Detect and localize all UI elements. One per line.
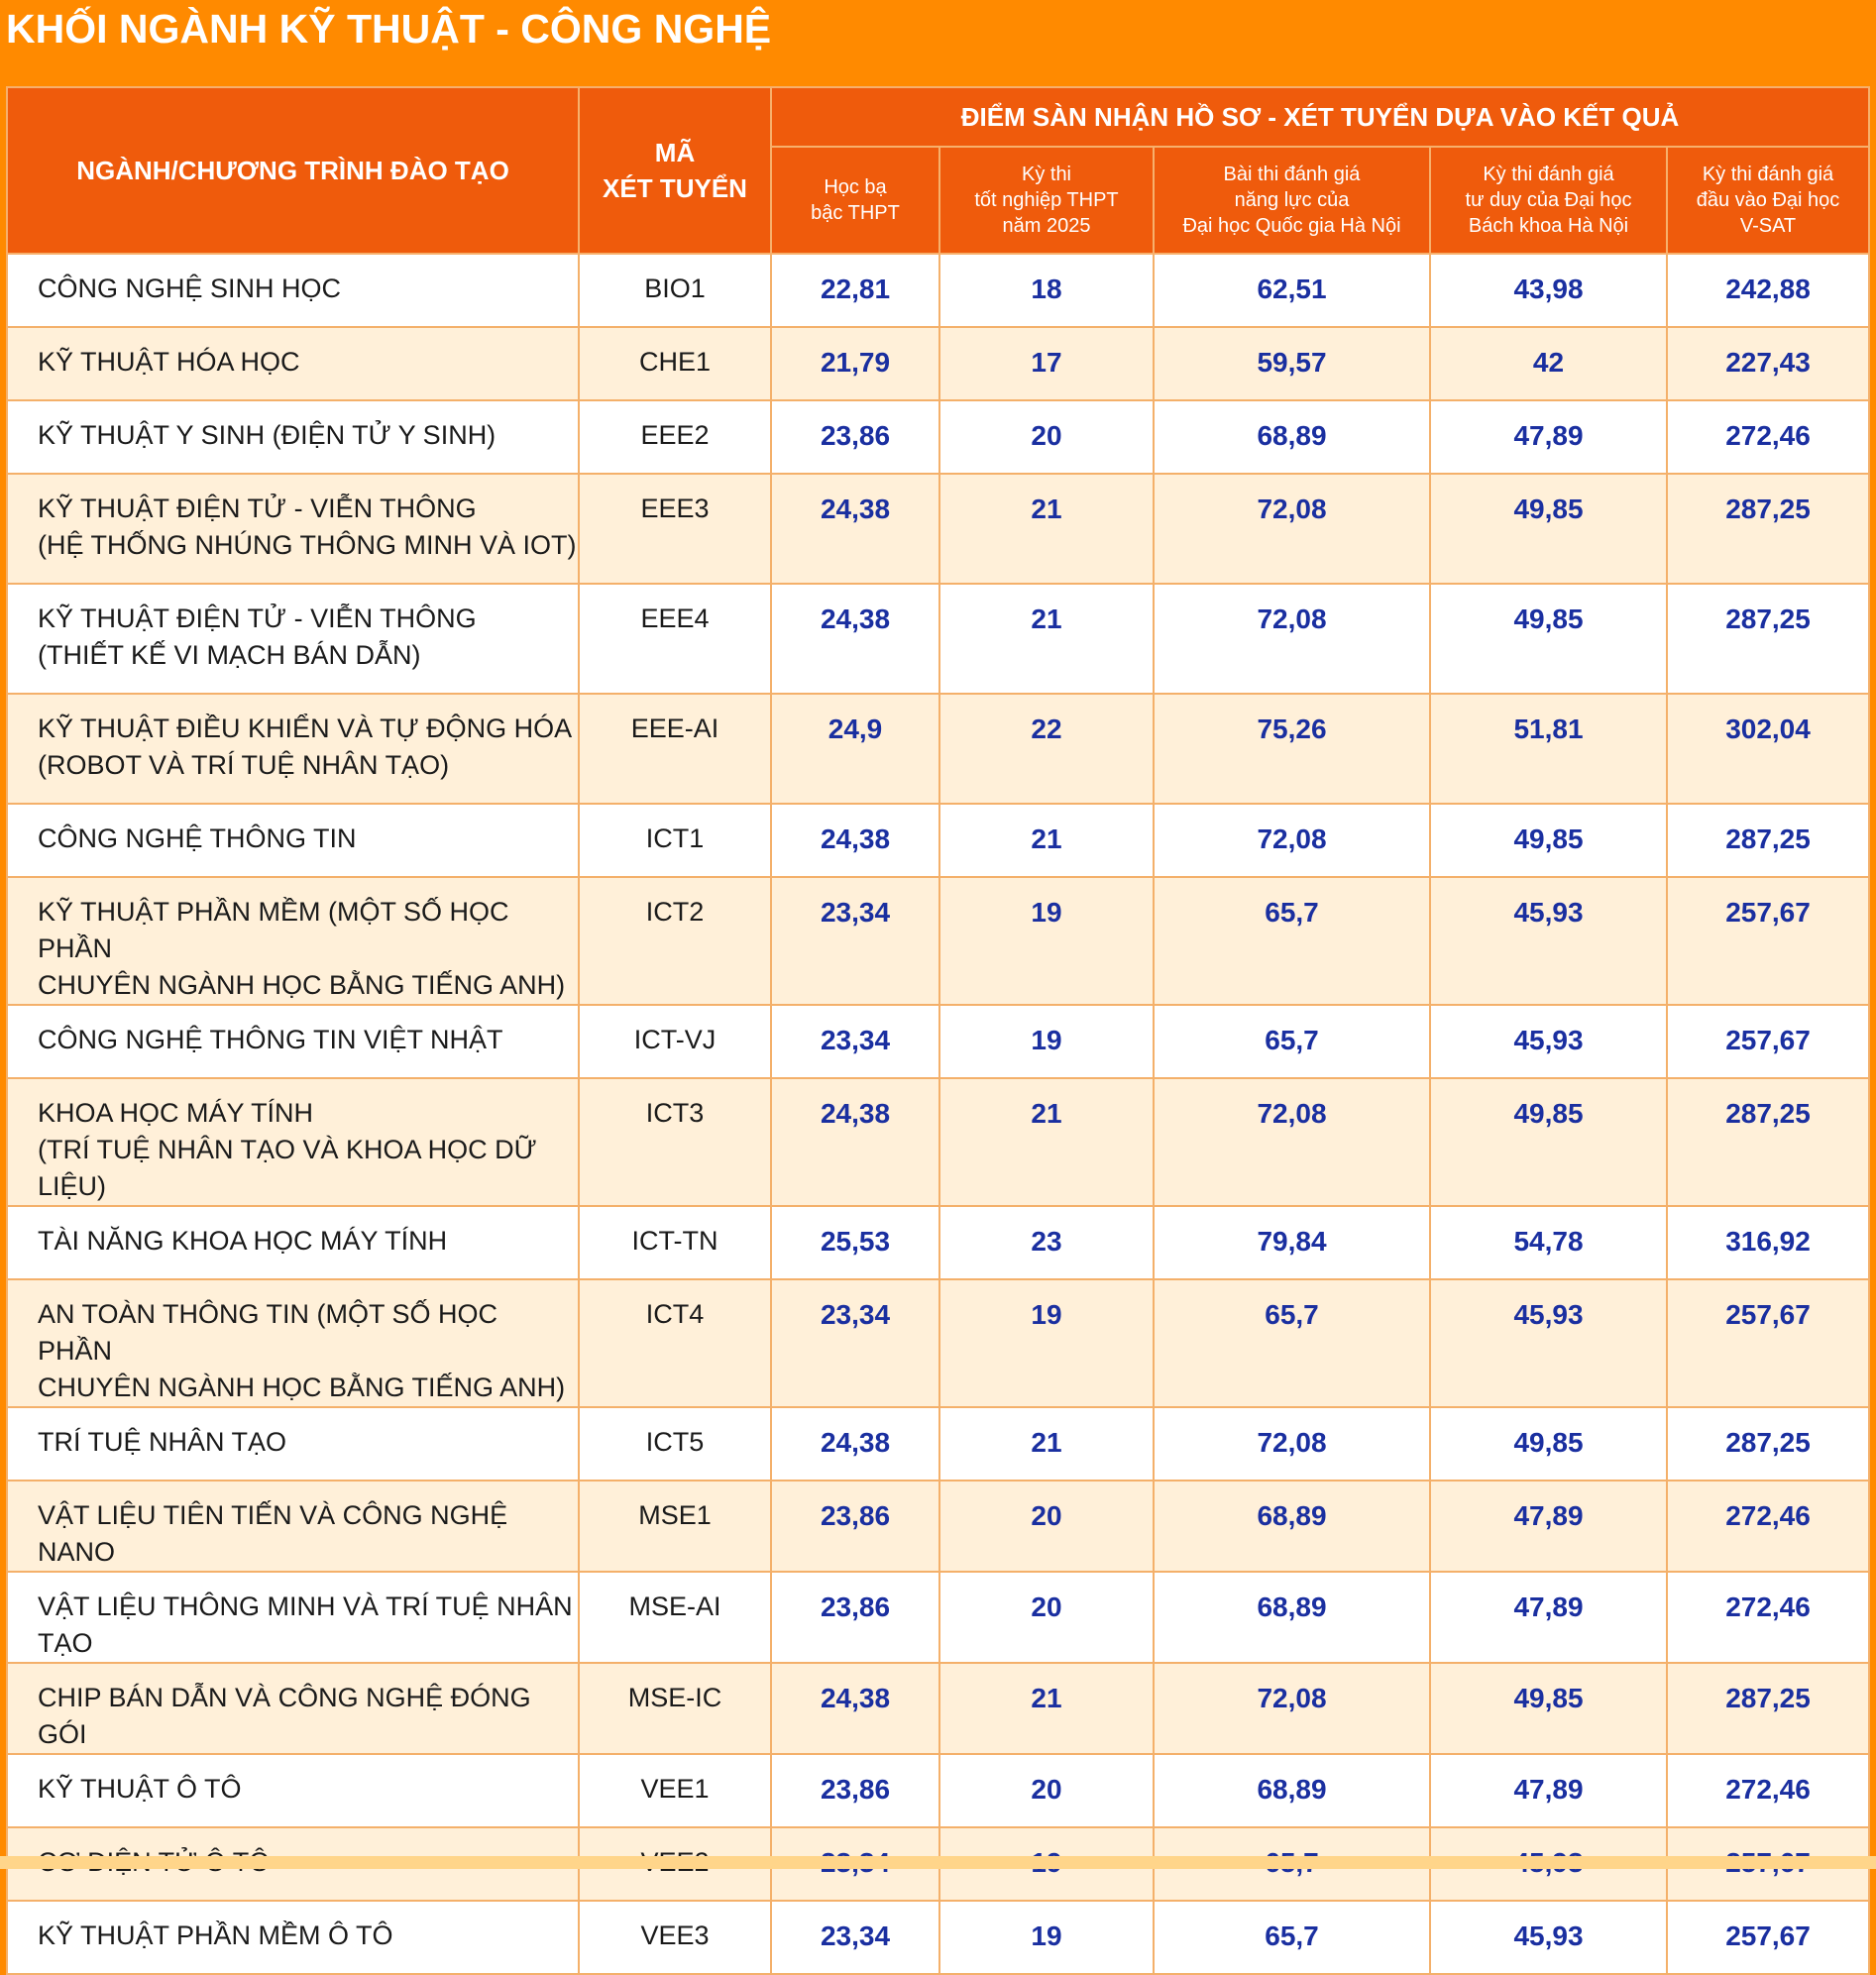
header-dgnl-hanoi (1154, 147, 1430, 254)
table-row (7, 1407, 1869, 1481)
program-name: VẬT LIỆU TIÊN TIẾN VÀ CÔNG NGHỆ NANO (38, 1500, 508, 1567)
score-vsat: 272,46 (1667, 1481, 1869, 1572)
program-name: KỸ THUẬT PHẦN MỀM Ô TÔ (38, 1920, 393, 1950)
score-vsat: 272,46 (1667, 1572, 1869, 1663)
admission-code: EEE3 (579, 474, 771, 584)
score-hoc-ba: 23,34 (771, 877, 939, 1005)
score-thpt: 18 (939, 254, 1154, 327)
score-dgnl: 75,26 (1154, 694, 1430, 804)
header-line: Kỳ thi đánh giá (1483, 164, 1614, 185)
page-title: KHỐI NGÀNH KỸ THUẬT - CÔNG NGHỆ (6, 6, 772, 52)
score-tsa: 45,93 (1430, 1279, 1667, 1407)
score-dgnl: 65,7 (1154, 877, 1430, 1005)
table-row (7, 1901, 1869, 1974)
program-name-cell (7, 1005, 579, 1078)
score-hoc-ba: 23,34 (771, 1279, 939, 1407)
table-row (7, 1005, 1869, 1078)
score-hoc-ba: 22,81 (771, 254, 939, 327)
header-score-group: ĐIỂM SÀN NHẬN HỒ SƠ - XÉT TUYỂN DỰA VÀO KẾT QUẢ (771, 87, 1869, 147)
score-hoc-ba: 24,38 (771, 584, 939, 694)
score-thpt: 22 (939, 694, 1154, 804)
header-line: Kỳ thi (1021, 164, 1072, 185)
score-dgnl: 72,08 (1154, 1407, 1430, 1481)
program-name-cell (7, 1481, 579, 1572)
score-dgnl: 68,89 (1154, 400, 1430, 474)
table-row (7, 254, 1869, 327)
score-tsa: 49,85 (1430, 1078, 1667, 1206)
score-tsa: 49,85 (1430, 804, 1667, 877)
header-vsat (1667, 147, 1869, 254)
score-tsa: 45,93 (1430, 1005, 1667, 1078)
table-row (7, 327, 1869, 400)
score-vsat: 316,92 (1667, 1206, 1869, 1279)
score-thpt: 20 (939, 1481, 1154, 1572)
score-thpt: 19 (939, 1005, 1154, 1078)
score-tsa: 49,85 (1430, 474, 1667, 584)
program-name: CÔNG NGHỆ THÔNG TIN VIỆT NHẬT (38, 1025, 503, 1054)
program-name: TRÍ TUỆ NHÂN TẠO (38, 1427, 287, 1457)
score-vsat: 287,25 (1667, 474, 1869, 584)
score-tsa: 47,89 (1430, 1754, 1667, 1827)
score-tsa: 54,78 (1430, 1206, 1667, 1279)
program-name-cell (7, 474, 579, 584)
admission-code: ICT3 (579, 1078, 771, 1206)
admission-code: MSE1 (579, 1481, 771, 1572)
score-thpt: 21 (939, 474, 1154, 584)
score-hoc-ba: 23,86 (771, 1754, 939, 1827)
program-name: KỸ THUẬT HÓA HỌC (38, 347, 300, 377)
score-dgnl: 65,7 (1154, 1279, 1430, 1407)
header-line: năm 2025 (1002, 215, 1091, 237)
admission-code: VEE3 (579, 1901, 771, 1974)
header-code-line1: MÃ (654, 138, 696, 167)
score-tsa: 47,89 (1430, 400, 1667, 474)
score-tsa: 47,89 (1430, 1481, 1667, 1572)
program-name-cell (7, 1206, 579, 1279)
score-hoc-ba: 24,38 (771, 804, 939, 877)
program-name: CHIP BÁN DẪN VÀ CÔNG NGHỆ ĐÓNG GÓI (38, 1683, 531, 1749)
score-thpt: 19 (939, 1901, 1154, 1974)
score-hoc-ba: 24,38 (771, 1078, 939, 1206)
score-tsa: 49,85 (1430, 1407, 1667, 1481)
program-name: VẬT LIỆU THÔNG MINH VÀ TRÍ TUỆ NHÂN TẠO (38, 1591, 573, 1658)
score-dgnl: 65,7 (1154, 1005, 1430, 1078)
header-code-line2: XÉT TUYỂN (603, 173, 747, 203)
score-hoc-ba: 24,38 (771, 1407, 939, 1481)
admission-code: MSE-AI (579, 1572, 771, 1663)
score-dgnl: 68,89 (1154, 1754, 1430, 1827)
score-dgnl: 72,08 (1154, 584, 1430, 694)
admission-code: ICT4 (579, 1279, 771, 1407)
score-hoc-ba: 21,79 (771, 327, 939, 400)
header-line: Bài thi đánh giá (1223, 164, 1361, 185)
score-dgnl: 79,84 (1154, 1206, 1430, 1279)
header-program: NGÀNH/CHƯƠNG TRÌNH ĐÀO TẠO (7, 87, 579, 254)
program-name-cell (7, 254, 579, 327)
program-name-cell (7, 1407, 579, 1481)
program-subname: (THIẾT KẾ VI MẠCH BÁN DẪN) (38, 640, 421, 670)
score-vsat: 257,67 (1667, 1901, 1869, 1974)
score-tsa: 47,89 (1430, 1572, 1667, 1663)
score-dgnl: 62,51 (1154, 254, 1430, 327)
score-thpt: 23 (939, 1206, 1154, 1279)
score-thpt: 17 (939, 327, 1154, 400)
score-hoc-ba: 23,34 (771, 1901, 939, 1974)
header-line: tốt nghiệp THPT (974, 189, 1119, 211)
admission-code: EEE2 (579, 400, 771, 474)
admission-code: EEE4 (579, 584, 771, 694)
header-line: Học bạ (824, 176, 887, 198)
program-name: CÔNG NGHỆ SINH HỌC (38, 274, 342, 303)
table-row (7, 1481, 1869, 1572)
score-thpt: 21 (939, 804, 1154, 877)
table-row (7, 1206, 1869, 1279)
score-tsa: 45,93 (1430, 1901, 1667, 1974)
score-vsat: 287,25 (1667, 1663, 1869, 1754)
score-dgnl: 68,89 (1154, 1481, 1430, 1572)
score-tsa: 49,85 (1430, 1663, 1667, 1754)
header-line: đầu vào Đại học (1696, 189, 1840, 211)
score-thpt: 20 (939, 1754, 1154, 1827)
header-line: tư duy của Đại học (1465, 189, 1632, 211)
program-name: AN TOÀN THÔNG TIN (MỘT SỐ HỌC PHẦN (38, 1299, 498, 1366)
header-code (579, 87, 771, 254)
score-hoc-ba: 23,34 (771, 1005, 939, 1078)
admission-code: ICT5 (579, 1407, 771, 1481)
score-dgnl: 72,08 (1154, 1078, 1430, 1206)
program-name-cell (7, 804, 579, 877)
score-thpt: 19 (939, 877, 1154, 1005)
score-hoc-ba: 24,9 (771, 694, 939, 804)
table-row (7, 1754, 1869, 1827)
program-name: KỸ THUẬT ĐIỀU KHIỂN VÀ TỰ ĐỘNG HÓA (38, 713, 573, 743)
score-vsat: 287,25 (1667, 584, 1869, 694)
table-row (7, 584, 1869, 694)
table-row (7, 1279, 1869, 1407)
table-row (7, 1078, 1869, 1206)
table-row (7, 694, 1869, 804)
program-name-cell (7, 694, 579, 804)
program-subname: (HỆ THỐNG NHÚNG THÔNG MINH VÀ IOT) (38, 530, 577, 560)
score-vsat: 287,25 (1667, 1407, 1869, 1481)
admission-table-frame (6, 86, 1868, 1975)
score-thpt: 21 (939, 1663, 1154, 1754)
score-tsa: 45,93 (1430, 877, 1667, 1005)
header-line: Bách khoa Hà Nội (1468, 215, 1629, 237)
score-vsat: 302,04 (1667, 694, 1869, 804)
program-name-cell (7, 400, 579, 474)
program-name-cell (7, 1663, 579, 1754)
header-line: Đại học Quốc gia Hà Nội (1182, 215, 1401, 237)
score-thpt: 21 (939, 1078, 1154, 1206)
score-vsat: 272,46 (1667, 400, 1869, 474)
program-subname: (ROBOT VÀ TRÍ TUỆ NHÂN TẠO) (38, 750, 450, 780)
score-tsa: 43,98 (1430, 254, 1667, 327)
score-vsat: 287,25 (1667, 1078, 1869, 1206)
header-line: V-SAT (1739, 215, 1797, 237)
program-subname: CHUYÊN NGÀNH HỌC BẰNG TIẾNG ANH) (38, 970, 566, 1000)
score-thpt: 20 (939, 400, 1154, 474)
admission-code: ICT1 (579, 804, 771, 877)
score-thpt: 19 (939, 1279, 1154, 1407)
program-name: KỸ THUẬT ĐIỆN TỬ - VIỄN THÔNG (38, 603, 477, 633)
score-vsat: 257,67 (1667, 1005, 1869, 1078)
score-hoc-ba: 24,38 (771, 474, 939, 584)
score-hoc-ba: 25,53 (771, 1206, 939, 1279)
program-name: KỸ THUẬT ĐIỆN TỬ - VIỄN THÔNG (38, 494, 477, 523)
admission-code: ICT-TN (579, 1206, 771, 1279)
program-name-cell (7, 1901, 579, 1974)
header-line: năng lực của (1234, 189, 1350, 211)
program-subname: (TRÍ TUỆ NHÂN TẠO VÀ KHOA HỌC DỮ LIỆU) (38, 1135, 537, 1201)
admission-score-table (6, 86, 1870, 1975)
score-tsa: 42 (1430, 327, 1667, 400)
score-thpt: 21 (939, 584, 1154, 694)
score-dgnl: 72,08 (1154, 474, 1430, 584)
score-vsat: 242,88 (1667, 254, 1869, 327)
bottom-strip (0, 1856, 1876, 1869)
program-name-cell (7, 877, 579, 1005)
header-line: Kỳ thi đánh giá (1702, 164, 1834, 185)
score-vsat: 272,46 (1667, 1754, 1869, 1827)
program-name-cell (7, 1572, 579, 1663)
admission-code: MSE-IC (579, 1663, 771, 1754)
admission-code: VEE1 (579, 1754, 771, 1827)
program-name-cell (7, 584, 579, 694)
table-row (7, 804, 1869, 877)
header-line: bậc THPT (811, 202, 900, 224)
score-dgnl: 65,7 (1154, 1901, 1430, 1974)
program-subname: CHUYÊN NGÀNH HỌC BẰNG TIẾNG ANH) (38, 1372, 566, 1402)
score-dgnl: 72,08 (1154, 804, 1430, 877)
table-row (7, 1572, 1869, 1663)
program-name: KHOA HỌC MÁY TÍNH (38, 1098, 314, 1128)
score-hoc-ba: 23,86 (771, 1481, 939, 1572)
program-name-cell (7, 327, 579, 400)
header-thpt-exam (939, 147, 1154, 254)
header-tsa-bachkhoa (1430, 147, 1667, 254)
score-hoc-ba: 24,38 (771, 1663, 939, 1754)
score-hoc-ba: 23,86 (771, 1572, 939, 1663)
score-vsat: 287,25 (1667, 804, 1869, 877)
header-hoc-ba (771, 147, 939, 254)
table-row (7, 474, 1869, 584)
table-row (7, 1663, 1869, 1754)
admission-code: BIO1 (579, 254, 771, 327)
score-vsat: 227,43 (1667, 327, 1869, 400)
admission-code: CHE1 (579, 327, 771, 400)
program-name: KỸ THUẬT Ô TÔ (38, 1774, 242, 1804)
program-name: TÀI NĂNG KHOA HỌC MÁY TÍNH (38, 1226, 448, 1256)
program-name-cell (7, 1279, 579, 1407)
score-dgnl: 68,89 (1154, 1572, 1430, 1663)
program-name: KỸ THUẬT PHẦN MỀM (MỘT SỐ HỌC PHẦN (38, 897, 509, 963)
score-vsat: 257,67 (1667, 1279, 1869, 1407)
score-tsa: 51,81 (1430, 694, 1667, 804)
score-thpt: 20 (939, 1572, 1154, 1663)
admission-code: ICT2 (579, 877, 771, 1005)
program-name-cell (7, 1754, 579, 1827)
admission-code: EEE-AI (579, 694, 771, 804)
admission-code: ICT-VJ (579, 1005, 771, 1078)
table-row (7, 877, 1869, 1005)
score-tsa: 49,85 (1430, 584, 1667, 694)
score-hoc-ba: 23,86 (771, 400, 939, 474)
program-name: CÔNG NGHỆ THÔNG TIN (38, 823, 357, 853)
score-dgnl: 72,08 (1154, 1663, 1430, 1754)
table-row (7, 400, 1869, 474)
program-name-cell (7, 1078, 579, 1206)
score-vsat: 257,67 (1667, 877, 1869, 1005)
score-dgnl: 59,57 (1154, 327, 1430, 400)
score-thpt: 21 (939, 1407, 1154, 1481)
program-name: KỸ THUẬT Y SINH (ĐIỆN TỬ Y SINH) (38, 420, 497, 450)
